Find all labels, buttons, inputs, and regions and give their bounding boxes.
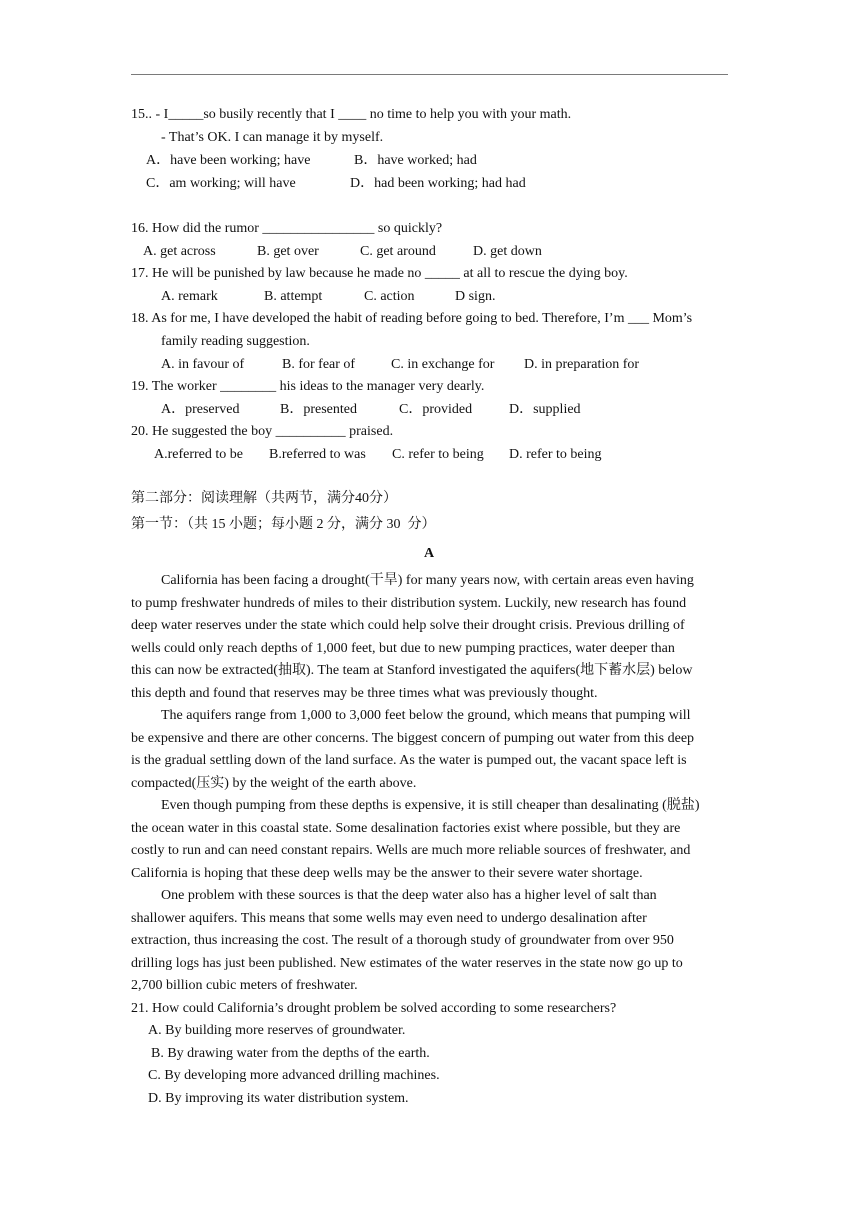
q19-stem: 19. The worker ________ his ideas to the manager very dearly.: [131, 379, 485, 394]
q18-option-a: A. in favour of: [161, 357, 245, 372]
q20-option-c: C. refer to being: [392, 447, 484, 462]
q15-option-b: B．have worked; had: [354, 153, 477, 168]
q21-option-c: C. By developing more advanced drilling machines.: [148, 1068, 440, 1083]
q19-option-c: C．provided: [399, 402, 473, 417]
passage-line: California has been facing a drought(干旱) for many years now, with certain areas even having: [161, 573, 694, 588]
q21-option-a: A. By building more reserves of groundwater.: [148, 1023, 406, 1038]
q20-option-b: B.referred to was: [269, 447, 366, 462]
passage-line: 2,700 billion cubic meters of freshwater.: [131, 978, 358, 993]
header-rule: [131, 74, 728, 75]
q21-option-b: B. By drawing water from the depths of the earth.: [151, 1046, 430, 1061]
section1-title: 第一节：（共 15 小题；每小题 2 分，满分 30 分）: [131, 517, 436, 532]
passage-line: be expensive and there are other concerns. The biggest concern of pumping out water from this deep: [131, 731, 695, 746]
q16-stem: 16. How did the rumor ________________ so quickly?: [131, 221, 443, 236]
q16-option-b: B. get over: [257, 244, 319, 259]
passage-line: drilling logs has just been published. New estimates of the water reserves in the state now go up to: [131, 956, 683, 971]
passage-line: the ocean water in this coastal state. Some desalination factories exist where possible, but they are: [131, 821, 681, 836]
q19-option-a: A．preserved: [161, 402, 240, 417]
passage-line: extraction, thus increasing the cost. The result of a thorough study of groundwater from over 950: [131, 933, 674, 948]
part2-title: 第二部分：阅读理解（共两节，满分40分）: [131, 491, 397, 506]
q21-stem: 21. How could California’s drought problem be solved according to some researchers?: [131, 1001, 617, 1016]
q19-option-b: B．presented: [280, 402, 357, 417]
passage-line: this can now be extracted(抽取). The team at Stanford investigated the aquifers(地下蓄水层) below: [131, 663, 693, 678]
passage-letter: A: [424, 546, 435, 561]
passage-line: Even though pumping from these depths is expensive, it is still cheaper than desalinating (脱盐): [161, 798, 700, 813]
q15-option-a: A．have been working; have: [146, 153, 311, 168]
passage-line: The aquifers range from 1,000 to 3,000 feet below the ground, which means that pumping will: [161, 708, 691, 723]
passage-line: is the gradual settling down of the land surface. As the water is pumped out, the vacant space left is: [131, 753, 687, 768]
q18-stem-line2: family reading suggestion.: [161, 334, 310, 349]
q15-option-c: C．am working; will have: [146, 176, 296, 191]
q15-reply: - That’s OK. I can manage it by myself.: [161, 130, 384, 145]
passage-line: costly to run and can need constant repairs. Wells are much more reliable sources of freshwater, and: [131, 843, 691, 858]
q18-stem-line1: 18. As for me, I have developed the habit of reading before going to bed. Therefore, I’m ___ Mom’s: [131, 311, 693, 326]
passage-line: California is hoping that these deep wells may be the answer to their severe water shortage.: [131, 866, 643, 881]
passage-line: deep water reserves under the state which could help solve their drought crisis. Previous drilling of: [131, 618, 685, 633]
q21-option-d: D. By improving its water distribution system.: [148, 1091, 409, 1106]
passage-line: to pump freshwater hundreds of miles to their distribution system. Luckily, new research has found: [131, 596, 687, 611]
q18-option-b: B. for fear of: [282, 357, 356, 372]
passage-line: shallower aquifers. This means that some wells may even need to undergo desalination after: [131, 911, 647, 926]
q18-option-d: D. in preparation for: [524, 357, 640, 372]
passage-line: compacted(压实) by the weight of the earth above.: [131, 776, 417, 791]
passage-line: One problem with these sources is that the deep water also has a higher level of salt than: [161, 888, 657, 903]
q15-stem: 15.. - I_____so busily recently that I ____ no time to help you with your math.: [131, 107, 572, 122]
q16-option-c: C. get around: [360, 244, 436, 259]
q17-option-d: D sign.: [455, 289, 496, 304]
q20-stem: 20. He suggested the boy __________ praised.: [131, 424, 394, 439]
q19-option-d: D．supplied: [509, 402, 581, 417]
q16-option-a: A. get across: [143, 244, 216, 259]
q15-option-d: D．had been working; had had: [350, 176, 526, 191]
q17-option-b: B. attempt: [264, 289, 323, 304]
q18-option-c: C. in exchange for: [391, 357, 495, 372]
passage-line: this depth and found that reserves may be three times what was previously thought.: [131, 686, 598, 701]
q20-option-d: D. refer to being: [509, 447, 602, 462]
q17-option-c: C. action: [364, 289, 415, 304]
q17-stem: 17. He will be punished by law because he made no _____ at all to rescue the dying boy.: [131, 266, 628, 281]
q16-option-d: D. get down: [473, 244, 542, 259]
q20-option-a: A.referred to be: [154, 447, 244, 462]
passage-line: wells could only reach depths of 1,000 feet, but due to new pumping practices, water deeper than: [131, 641, 675, 656]
q17-option-a: A. remark: [161, 289, 218, 304]
